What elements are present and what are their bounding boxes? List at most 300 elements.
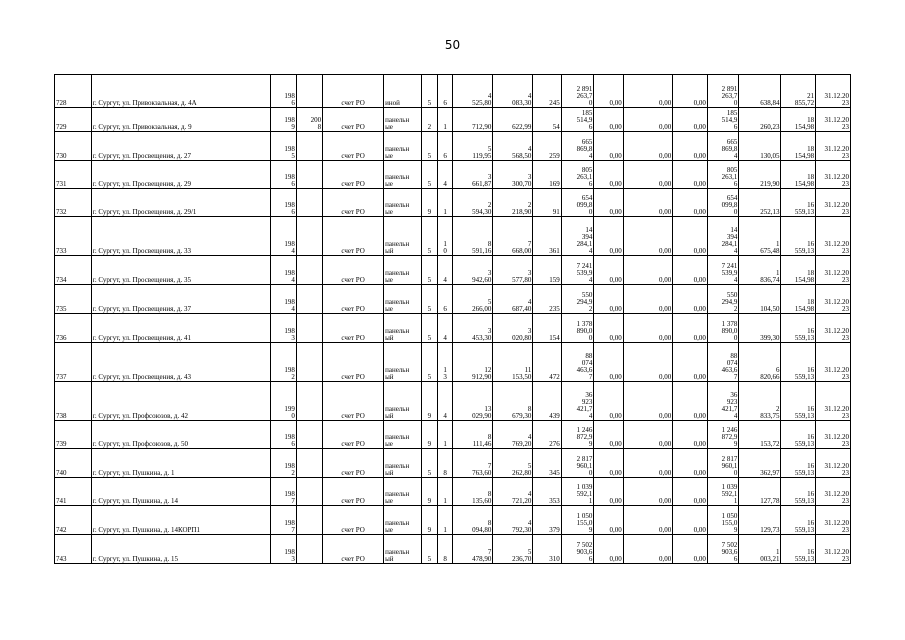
table-row (55, 449, 851, 478)
completion-date-cell: 31.12.20 23 (816, 256, 851, 285)
living-area-cell: 4 687,40 (493, 285, 533, 314)
address-cell: г. Сургут, ул. Пушкина, д. 1 (91, 449, 270, 478)
living-area-cell: 3 020,80 (493, 314, 533, 343)
regional-funds-cell: 0,00 (623, 75, 672, 108)
address-cell: г. Сургут, ул. Просвещения, д. 29/1 (91, 189, 270, 217)
work-cost-cell: 7 502 903,6 6 (561, 535, 594, 564)
row-number-cell: 733 (55, 217, 92, 256)
residents-count-cell: 353 (533, 478, 561, 506)
build-year-cell: 198 4 (270, 285, 296, 314)
entrances-count-cell: 1 0 (437, 217, 453, 256)
total-area-cell: 2 594,30 (453, 189, 493, 217)
fund-account-cell: счет РО (323, 535, 384, 564)
entrances-count-cell: 1 (437, 189, 453, 217)
local-funds-cell: 0,00 (673, 108, 708, 132)
wall-material-cell: панельн ые (384, 161, 422, 189)
housing-register-table (54, 74, 851, 564)
specific-cost-cell: 153,72 (739, 421, 781, 449)
completion-date-cell: 31.12.20 23 (816, 449, 851, 478)
overhaul-year-cell (296, 382, 322, 421)
living-area-cell: 4 792,30 (493, 506, 533, 535)
fund-account-cell: счет РО (323, 75, 384, 108)
total-area-cell: 8 591,16 (453, 217, 493, 256)
completion-date-cell: 31.12.20 23 (816, 108, 851, 132)
local-funds-cell: 0,00 (673, 506, 708, 535)
federal-funds-cell: 0,00 (594, 256, 623, 285)
local-funds-cell: 0,00 (673, 189, 708, 217)
floors-count-cell: 9 (421, 506, 437, 535)
wall-material-cell: панельн ые (384, 421, 422, 449)
total-area-cell: 3 942,60 (453, 256, 493, 285)
overhaul-year-cell (296, 478, 322, 506)
wall-material-cell: панельн ые (384, 132, 422, 161)
living-area-cell: 11 153,50 (493, 343, 533, 382)
row-number-cell: 731 (55, 161, 92, 189)
living-area-cell: 4 769,20 (493, 421, 533, 449)
row-number-cell: 739 (55, 421, 92, 449)
total-area-cell: 8 135,60 (453, 478, 493, 506)
build-year-cell: 198 2 (270, 449, 296, 478)
wall-material-cell: панельн ые (384, 108, 422, 132)
build-year-cell: 198 2 (270, 343, 296, 382)
row-number-cell: 743 (55, 535, 92, 564)
total-area-cell: 3 453,30 (453, 314, 493, 343)
total-area-cell: 12 912,90 (453, 343, 493, 382)
completion-date-cell: 31.12.20 23 (816, 421, 851, 449)
fund-account-cell: счет РО (323, 449, 384, 478)
residents-count-cell: 154 (533, 314, 561, 343)
floors-count-cell: 5 (421, 285, 437, 314)
overhaul-year-cell (296, 285, 322, 314)
fund-account-cell: счет РО (323, 256, 384, 285)
entrances-count-cell: 4 (437, 256, 453, 285)
owners-funds-cell: 1 039 592,1 1 (707, 478, 739, 506)
wall-material-cell: панельн ые (384, 189, 422, 217)
owners-funds-cell: 1 050 155,0 9 (707, 506, 739, 535)
work-cost-cell: 1 378 890,0 0 (561, 314, 594, 343)
cost-limit-cell: 18 154,98 (781, 256, 816, 285)
build-year-cell: 198 6 (270, 161, 296, 189)
federal-funds-cell: 0,00 (594, 314, 623, 343)
wall-material-cell: панельн ые (384, 285, 422, 314)
wall-material-cell: панельн ый (384, 343, 422, 382)
local-funds-cell: 0,00 (673, 256, 708, 285)
federal-funds-cell: 0,00 (594, 132, 623, 161)
living-area-cell: 5 236,70 (493, 535, 533, 564)
fund-account-cell: счет РО (323, 189, 384, 217)
completion-date-cell: 31.12.20 23 (816, 535, 851, 564)
floors-count-cell: 5 (421, 535, 437, 564)
build-year-cell: 198 7 (270, 478, 296, 506)
address-cell: г. Сургут, ул. Привокзальная, д. 4А (91, 75, 270, 108)
completion-date-cell: 31.12.20 23 (816, 343, 851, 382)
page-number: 50 (444, 38, 461, 52)
federal-funds-cell: 0,00 (594, 108, 623, 132)
total-area-cell: 8 111,46 (453, 421, 493, 449)
specific-cost-cell: 1 003,21 (739, 535, 781, 564)
residents-count-cell: 91 (533, 189, 561, 217)
local-funds-cell: 0,00 (673, 161, 708, 189)
residents-count-cell: 361 (533, 217, 561, 256)
total-area-cell: 7 478,90 (453, 535, 493, 564)
wall-material-cell: панельн ый (384, 535, 422, 564)
specific-cost-cell: 1 675,48 (739, 217, 781, 256)
cost-limit-cell: 16 559,13 (781, 506, 816, 535)
regional-funds-cell: 0,00 (623, 535, 672, 564)
build-year-cell: 199 0 (270, 382, 296, 421)
residents-count-cell: 159 (533, 256, 561, 285)
cost-limit-cell: 16 559,13 (781, 189, 816, 217)
cost-limit-cell: 18 154,98 (781, 161, 816, 189)
wall-material-cell: панельн ые (384, 478, 422, 506)
fund-account-cell: счет РО (323, 314, 384, 343)
owners-funds-cell: 7 241 539,9 4 (707, 256, 739, 285)
row-number-cell: 728 (55, 75, 92, 108)
address-cell: г. Сургут, ул. Просвещения, д. 43 (91, 343, 270, 382)
row-number-cell: 729 (55, 108, 92, 132)
completion-date-cell: 31.12.20 23 (816, 217, 851, 256)
federal-funds-cell: 0,00 (594, 161, 623, 189)
owners-funds-cell: 88 074 463,6 7 (707, 343, 739, 382)
local-funds-cell: 0,00 (673, 132, 708, 161)
floors-count-cell: 5 (421, 256, 437, 285)
overhaul-year-cell (296, 161, 322, 189)
living-area-cell: 7 668,00 (493, 217, 533, 256)
entrances-count-cell: 1 (437, 108, 453, 132)
row-number-cell: 732 (55, 189, 92, 217)
owners-funds-cell: 665 869,8 4 (707, 132, 739, 161)
table-row (55, 217, 851, 256)
work-cost-cell: 36 923 421,7 4 (561, 382, 594, 421)
federal-funds-cell: 0,00 (594, 506, 623, 535)
row-number-cell: 742 (55, 506, 92, 535)
residents-count-cell: 54 (533, 108, 561, 132)
overhaul-year-cell (296, 217, 322, 256)
regional-funds-cell: 0,00 (623, 108, 672, 132)
row-number-cell: 737 (55, 343, 92, 382)
build-year-cell: 198 6 (270, 421, 296, 449)
build-year-cell: 198 7 (270, 506, 296, 535)
completion-date-cell: 31.12.20 23 (816, 75, 851, 108)
floors-count-cell: 5 (421, 75, 437, 108)
total-area-cell: 13 029,90 (453, 382, 493, 421)
work-cost-cell: 2 817 960,1 0 (561, 449, 594, 478)
cost-limit-cell: 16 559,13 (781, 478, 816, 506)
specific-cost-cell: 104,50 (739, 285, 781, 314)
work-cost-cell: 14 394 284,1 4 (561, 217, 594, 256)
local-funds-cell: 0,00 (673, 421, 708, 449)
living-area-cell: 4 083,30 (493, 75, 533, 108)
address-cell: г. Сургут, ул. Просвещения, д. 27 (91, 132, 270, 161)
work-cost-cell: 1 246 872,9 9 (561, 421, 594, 449)
build-year-cell: 198 4 (270, 217, 296, 256)
specific-cost-cell: 129,73 (739, 506, 781, 535)
table-row (55, 535, 851, 564)
floors-count-cell: 9 (421, 189, 437, 217)
local-funds-cell: 0,00 (673, 478, 708, 506)
federal-funds-cell: 0,00 (594, 75, 623, 108)
overhaul-year-cell (296, 256, 322, 285)
completion-date-cell: 31.12.20 23 (816, 285, 851, 314)
specific-cost-cell: 252,13 (739, 189, 781, 217)
overhaul-year-cell (296, 132, 322, 161)
work-cost-cell: 1 050 155,0 9 (561, 506, 594, 535)
fund-account-cell: счет РО (323, 478, 384, 506)
build-year-cell: 198 6 (270, 189, 296, 217)
address-cell: г. Сургут, ул. Просвещения, д. 35 (91, 256, 270, 285)
row-number-cell: 734 (55, 256, 92, 285)
owners-funds-cell: 1 378 890,0 0 (707, 314, 739, 343)
table-row (55, 506, 851, 535)
completion-date-cell: 31.12.20 23 (816, 189, 851, 217)
federal-funds-cell: 0,00 (594, 343, 623, 382)
work-cost-cell: 665 869,8 4 (561, 132, 594, 161)
row-number-cell: 735 (55, 285, 92, 314)
wall-material-cell: панельн ые (384, 256, 422, 285)
cost-limit-cell: 18 154,98 (781, 132, 816, 161)
work-cost-cell: 654 099,8 0 (561, 189, 594, 217)
entrances-count-cell: 6 (437, 285, 453, 314)
entrances-count-cell: 1 (437, 421, 453, 449)
owners-funds-cell: 7 502 903,6 6 (707, 535, 739, 564)
build-year-cell: 198 4 (270, 256, 296, 285)
living-area-cell: 622,99 (493, 108, 533, 132)
row-number-cell: 730 (55, 132, 92, 161)
federal-funds-cell: 0,00 (594, 478, 623, 506)
row-number-cell: 736 (55, 314, 92, 343)
address-cell: г. Сургут, ул. Привокзальная, д. 9 (91, 108, 270, 132)
entrances-count-cell: 4 (437, 314, 453, 343)
table-row (55, 132, 851, 161)
specific-cost-cell: 260,23 (739, 108, 781, 132)
overhaul-year-cell (296, 421, 322, 449)
address-cell: г. Сургут, ул. Просвещения, д. 29 (91, 161, 270, 189)
residents-count-cell: 245 (533, 75, 561, 108)
fund-account-cell: счет РО (323, 108, 384, 132)
address-cell: г. Сургут, ул. Пушкина, д. 15 (91, 535, 270, 564)
residents-count-cell: 345 (533, 449, 561, 478)
entrances-count-cell: 4 (437, 161, 453, 189)
cost-limit-cell: 16 559,13 (781, 343, 816, 382)
cost-limit-cell: 21 855,72 (781, 75, 816, 108)
wall-material-cell: иной (384, 75, 422, 108)
regional-funds-cell: 0,00 (623, 314, 672, 343)
table-row (55, 161, 851, 189)
entrances-count-cell: 8 (437, 535, 453, 564)
entrances-count-cell: 8 (437, 449, 453, 478)
living-area-cell: 4 721,20 (493, 478, 533, 506)
local-funds-cell: 0,00 (673, 535, 708, 564)
regional-funds-cell: 0,00 (623, 217, 672, 256)
completion-date-cell: 31.12.20 23 (816, 506, 851, 535)
residents-count-cell: 235 (533, 285, 561, 314)
specific-cost-cell: 399,30 (739, 314, 781, 343)
completion-date-cell: 31.12.20 23 (816, 314, 851, 343)
fund-account-cell: счет РО (323, 285, 384, 314)
build-year-cell: 198 6 (270, 75, 296, 108)
address-cell: г. Сургут, ул. Просвещения, д. 41 (91, 314, 270, 343)
residents-count-cell: 310 (533, 535, 561, 564)
owners-funds-cell: 36 923 421,7 4 (707, 382, 739, 421)
local-funds-cell: 0,00 (673, 217, 708, 256)
table-row (55, 75, 851, 108)
table-row (55, 189, 851, 217)
regional-funds-cell: 0,00 (623, 285, 672, 314)
cost-limit-cell: 16 559,13 (781, 314, 816, 343)
address-cell: г. Сургут, ул. Пушкина, д. 14КОРП1 (91, 506, 270, 535)
total-area-cell: 712,90 (453, 108, 493, 132)
floors-count-cell: 5 (421, 217, 437, 256)
cost-limit-cell: 16 559,13 (781, 217, 816, 256)
work-cost-cell: 805 263,1 6 (561, 161, 594, 189)
floors-count-cell: 9 (421, 382, 437, 421)
table-row (55, 314, 851, 343)
overhaul-year-cell (296, 535, 322, 564)
entrances-count-cell: 4 (437, 382, 453, 421)
floors-count-cell: 5 (421, 314, 437, 343)
row-number-cell: 740 (55, 449, 92, 478)
total-area-cell: 5 266,00 (453, 285, 493, 314)
specific-cost-cell: 2 833,75 (739, 382, 781, 421)
specific-cost-cell: 1 836,74 (739, 256, 781, 285)
federal-funds-cell: 0,00 (594, 285, 623, 314)
owners-funds-cell: 1 246 872,9 9 (707, 421, 739, 449)
completion-date-cell: 31.12.20 23 (816, 132, 851, 161)
specific-cost-cell: 219,90 (739, 161, 781, 189)
residents-count-cell: 472 (533, 343, 561, 382)
address-cell: г. Сургут, ул. Пушкина, д. 14 (91, 478, 270, 506)
federal-funds-cell: 0,00 (594, 189, 623, 217)
entrances-count-cell: 6 (437, 132, 453, 161)
table-row (55, 343, 851, 382)
federal-funds-cell: 0,00 (594, 217, 623, 256)
floors-count-cell: 2 (421, 108, 437, 132)
table-row (55, 382, 851, 421)
floors-count-cell: 5 (421, 343, 437, 382)
total-area-cell: 3 661,87 (453, 161, 493, 189)
owners-funds-cell: 550 294,9 2 (707, 285, 739, 314)
cost-limit-cell: 18 154,98 (781, 108, 816, 132)
wall-material-cell: панельн ый (384, 382, 422, 421)
fund-account-cell: счет РО (323, 421, 384, 449)
specific-cost-cell: 362,97 (739, 449, 781, 478)
local-funds-cell: 0,00 (673, 314, 708, 343)
owners-funds-cell: 654 099,8 0 (707, 189, 739, 217)
federal-funds-cell: 0,00 (594, 382, 623, 421)
work-cost-cell: 550 294,9 2 (561, 285, 594, 314)
address-cell: г. Сургут, ул. Просвещения, д. 37 (91, 285, 270, 314)
build-year-cell: 198 3 (270, 535, 296, 564)
completion-date-cell: 31.12.20 23 (816, 478, 851, 506)
cost-limit-cell: 16 559,13 (781, 449, 816, 478)
overhaul-year-cell (296, 506, 322, 535)
specific-cost-cell: 130,05 (739, 132, 781, 161)
table-row (55, 108, 851, 132)
regional-funds-cell: 0,00 (623, 161, 672, 189)
fund-account-cell: счет РО (323, 343, 384, 382)
build-year-cell: 198 5 (270, 132, 296, 161)
living-area-cell: 4 568,50 (493, 132, 533, 161)
regional-funds-cell: 0,00 (623, 382, 672, 421)
overhaul-year-cell (296, 189, 322, 217)
regional-funds-cell: 0,00 (623, 506, 672, 535)
overhaul-year-cell (296, 449, 322, 478)
fund-account-cell: счет РО (323, 382, 384, 421)
wall-material-cell: панельн ый (384, 449, 422, 478)
specific-cost-cell: 127,78 (739, 478, 781, 506)
overhaul-year-cell (296, 75, 322, 108)
federal-funds-cell: 0,00 (594, 421, 623, 449)
regional-funds-cell: 0,00 (623, 343, 672, 382)
floors-count-cell: 5 (421, 161, 437, 189)
residents-count-cell: 169 (533, 161, 561, 189)
entrances-count-cell: 6 (437, 75, 453, 108)
fund-account-cell: счет РО (323, 161, 384, 189)
address-cell: г. Сургут, ул. Профсоюзов, д. 42 (91, 382, 270, 421)
table-row (55, 285, 851, 314)
wall-material-cell: панельн ый (384, 217, 422, 256)
residents-count-cell: 439 (533, 382, 561, 421)
row-number-cell: 741 (55, 478, 92, 506)
residents-count-cell: 276 (533, 421, 561, 449)
work-cost-cell: 7 241 539,9 4 (561, 256, 594, 285)
overhaul-year-cell (296, 314, 322, 343)
build-year-cell: 198 3 (270, 314, 296, 343)
regional-funds-cell: 0,00 (623, 478, 672, 506)
specific-cost-cell: 638,84 (739, 75, 781, 108)
fund-account-cell: счет РО (323, 132, 384, 161)
local-funds-cell: 0,00 (673, 449, 708, 478)
fund-account-cell: счет РО (323, 506, 384, 535)
row-number-cell: 738 (55, 382, 92, 421)
floors-count-cell: 9 (421, 421, 437, 449)
owners-funds-cell: 2 817 960,1 0 (707, 449, 739, 478)
build-year-cell: 198 9 (270, 108, 296, 132)
living-area-cell: 8 679,30 (493, 382, 533, 421)
overhaul-year-cell: 200 8 (296, 108, 322, 132)
floors-count-cell: 5 (421, 449, 437, 478)
federal-funds-cell: 0,00 (594, 535, 623, 564)
work-cost-cell: 185 514,9 6 (561, 108, 594, 132)
specific-cost-cell: 6 820,66 (739, 343, 781, 382)
federal-funds-cell: 0,00 (594, 449, 623, 478)
total-area-cell: 4 525,80 (453, 75, 493, 108)
address-cell: г. Сургут, ул. Просвещения, д. 33 (91, 217, 270, 256)
cost-limit-cell: 16 559,13 (781, 535, 816, 564)
total-area-cell: 5 119,95 (453, 132, 493, 161)
table-row (55, 421, 851, 449)
cost-limit-cell: 18 154,98 (781, 285, 816, 314)
residents-count-cell: 259 (533, 132, 561, 161)
fund-account-cell: счет РО (323, 217, 384, 256)
completion-date-cell: 31.12.20 23 (816, 161, 851, 189)
completion-date-cell: 31.12.20 23 (816, 382, 851, 421)
owners-funds-cell: 14 394 284,1 4 (707, 217, 739, 256)
regional-funds-cell: 0,00 (623, 449, 672, 478)
entrances-count-cell: 1 (437, 506, 453, 535)
living-area-cell: 3 577,80 (493, 256, 533, 285)
local-funds-cell: 0,00 (673, 75, 708, 108)
local-funds-cell: 0,00 (673, 382, 708, 421)
local-funds-cell: 0,00 (673, 285, 708, 314)
floors-count-cell: 9 (421, 478, 437, 506)
living-area-cell: 2 218,90 (493, 189, 533, 217)
regional-funds-cell: 0,00 (623, 132, 672, 161)
work-cost-cell: 1 039 592,1 1 (561, 478, 594, 506)
wall-material-cell: панельн ый (384, 314, 422, 343)
regional-funds-cell: 0,00 (623, 421, 672, 449)
table-row (55, 256, 851, 285)
